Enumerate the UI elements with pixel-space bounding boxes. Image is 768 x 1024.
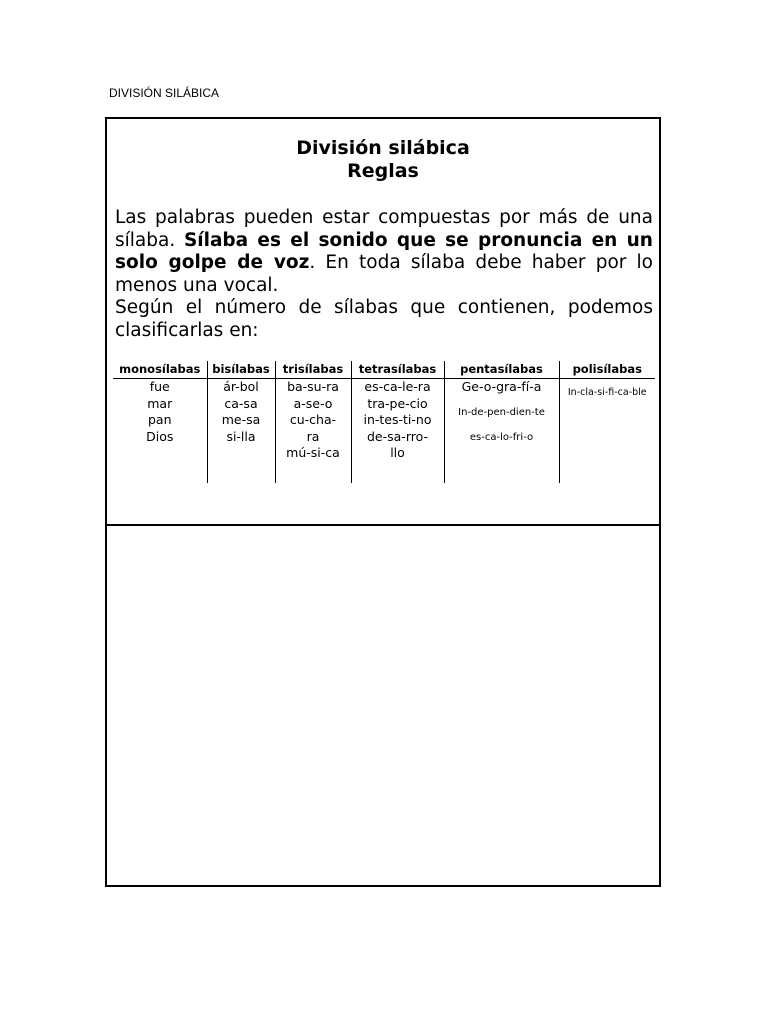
header-pentasilabas: pentasílabas <box>444 361 559 379</box>
header-bisilabas: bisílabas <box>207 361 275 379</box>
card-title-block <box>107 137 659 183</box>
rules-paragraph <box>115 207 653 343</box>
card-subtitle: Reglas <box>347 160 419 182</box>
syllable-table <box>113 361 655 483</box>
word: ba-su-ra <box>287 379 339 394</box>
column-bisilabas <box>207 379 275 484</box>
table-header-row <box>113 361 655 379</box>
word: Dios <box>146 428 174 444</box>
word: ca-sa <box>224 395 258 411</box>
paragraph-text-2: . En toda sílaba debe haber por lo menos una vocal. <box>115 252 653 296</box>
word: me-sa <box>221 412 261 427</box>
word: In-de-pen-dien-te <box>458 406 545 418</box>
word: a-se-o <box>293 395 333 411</box>
section-divider <box>107 524 659 526</box>
word: es-ca-le-ra <box>364 379 431 394</box>
header-monosilabas: monosílabas <box>113 361 207 379</box>
word: In-cla-si-fi-ca-ble <box>567 387 647 398</box>
word: fue <box>149 379 170 394</box>
column-polisilabas <box>559 379 655 484</box>
paragraph-bold-definition: Sílaba es el sonido que se pronuncia en un solo golpe de voz <box>115 229 653 274</box>
word: llo <box>390 445 405 460</box>
header-tetrasilabas: tetrasílabas <box>351 361 444 379</box>
paragraph-text-3: Según el número de sílabas que contienen, podemos clasificarlas en: <box>115 297 653 341</box>
card-title: División silábica <box>296 137 470 159</box>
content-frame <box>105 117 661 887</box>
header-trisilabas: trisílabas <box>275 361 351 379</box>
column-pentasilabas <box>444 379 559 484</box>
page-header: DIVISIÓN SILÁBICA <box>109 86 220 100</box>
word: mar <box>147 395 173 411</box>
word: Ge-o-gra-fí-a <box>461 379 542 394</box>
word: si-lla <box>226 428 256 444</box>
column-monosilabas <box>113 379 207 484</box>
word: in-tes-ti-no <box>363 412 432 427</box>
word: ár-bol <box>223 379 259 394</box>
word: de-sa-rro- <box>367 428 428 444</box>
column-trisilabas <box>275 379 351 484</box>
word: mú-si-ca <box>286 445 340 460</box>
column-tetrasilabas <box>351 379 444 484</box>
word: es-ca-lo-fri-o <box>469 432 534 443</box>
header-polisilabas: polisílabas <box>559 361 655 379</box>
paragraph-text-1: Las palabras pueden estar compuestas por más de una sílaba. <box>115 207 653 251</box>
table-row <box>113 379 655 484</box>
word: cu-cha- <box>289 412 337 427</box>
word: tra-pe-cio <box>367 395 428 411</box>
word: pan <box>147 412 172 427</box>
word: ra <box>306 428 320 444</box>
